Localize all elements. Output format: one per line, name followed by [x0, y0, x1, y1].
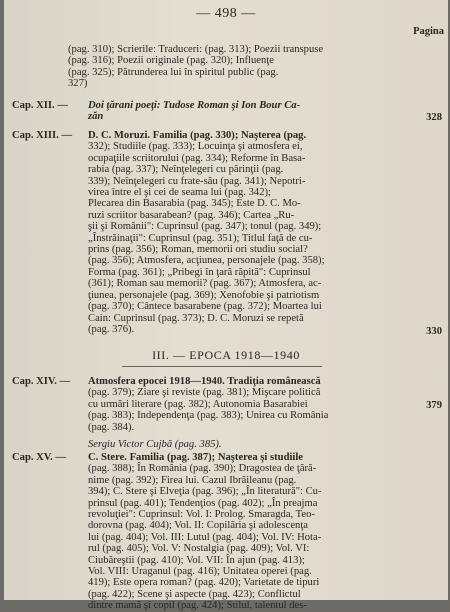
text-line: Vol. VIII: Uraganul (pag. 416); Unitatea operei (pag.	[88, 566, 312, 578]
text-line: „Înstrăinaţii": Cuprinsul (pag. 351); Titlul faţă de cu-	[88, 232, 313, 244]
text-line: dintre mamă şi copil (pag. 424); Stilul, talentul des-	[88, 600, 307, 612]
page-reference: 330	[426, 326, 442, 337]
text-line: rul (pag. 405); Vol. V: Nostalgia (pag. 409); Vol. VI:	[88, 543, 310, 555]
chapter-label: Cap. XIV. —	[12, 376, 71, 387]
text-line: Forma (pag. 361); „Pribegi în ţară răpită": Cuprinsul	[88, 266, 311, 278]
text-line: (361); Roman sau memorii? (pag. 367); Atmosfera, ac-	[88, 278, 322, 290]
chapter-label: Cap. XIII. —	[12, 130, 73, 141]
text-line: (pag. 383); Independenţa (pag. 383); Unirea cu România	[88, 410, 329, 422]
text-line: (pag. 379); Ziare şi reviste (pag. 381); Mişcare politică	[88, 387, 321, 399]
chapter-entry	[88, 376, 404, 450]
text-line: ruzi scriitor basarabean? (pag. 346); Cartea „Ru-	[88, 209, 295, 221]
chapter-entry	[88, 452, 404, 612]
text-line: (pag. 310); Scrierile: Traduceri: (pag. 313); Poezii transpuse	[68, 44, 324, 55]
text-line: 394); C. Stere şi Elveţia (pag. 396); „În literatură": Cu-	[88, 486, 322, 498]
text-line: (pag. 376).	[88, 323, 135, 335]
text-line: D. C. Moruzi. Familia (pag. 330); Naşterea (pag.	[88, 130, 307, 141]
text-line: dorovna (pag. 404); Vol. II: Copilăria şi adolescenţa	[88, 520, 308, 532]
text-line: 332); Studiile (pag. 333); Locuinţa şi atmosfera ei,	[88, 141, 303, 153]
text-line: Doi ţărani poeţi: Tudose Roman şi Ion Bour Ca-	[88, 100, 301, 111]
text-line: 327)	[68, 78, 88, 90]
text-line: (pag. 422); Scene şi aspecte (pag. 423); Conflictul	[88, 588, 301, 600]
continuation-entry	[68, 44, 422, 90]
chapter-label: Cap. XV. —	[12, 452, 66, 463]
text-line: lui (pag. 404); Vol. III: Lutul (pag. 404); Vol. IV: Hota-	[88, 531, 322, 543]
text-line: Plecarea din Basarabia (pag. 345); Este D. C. Mo-	[88, 198, 301, 210]
text-line: Ciubăreştii (pag. 410); Vol. VII: În ajun (pag. 413);	[88, 554, 305, 566]
section-divider	[122, 366, 322, 367]
chapter-label: Cap. XII. —	[12, 100, 68, 111]
text-line: (pag. 325); Pătrunderea lui în spiritul public (pag.	[68, 66, 279, 78]
column-header: Pagina	[413, 26, 444, 37]
text-line: Cain: Cuprinsul (pag. 373); D. C. Moruzi se repetă	[88, 312, 304, 324]
text-line: ţiunea, personajele (pag. 369); Xenofobie şi patriotism	[88, 289, 320, 301]
text-line: şii şi Românii": Cuprinsul (pag. 347); tonul (pag. 349);	[88, 221, 322, 233]
text-line: 419); Este opera roman? (pag. 420); Varietate de tipuri	[88, 577, 320, 589]
text-line: (pag. 356); Atmosfera, acţiunea, personajele (pag. 358);	[88, 255, 325, 267]
chapter-entry	[88, 130, 404, 335]
text-line: prinsul (pag. 401); Tendenţios (pag. 402); „În preajma	[88, 497, 318, 509]
text-line: (pag. 370); Cântece basarabene (pag. 372); Moartea lui	[88, 301, 322, 313]
text-line: (pag. 316); Poezii originale (pag. 320); Influenţe	[68, 55, 274, 67]
text-line: 339); Neînţelegeri cu frate-său (pag. 341); Nepotri-	[88, 175, 306, 187]
text-line: rabia (pag. 337); Neînţelegeri cu părinţii (pag.	[88, 164, 284, 176]
text-line: revoluţiei": Cuprinsul: Vol. I: Prolog. Smaragda, Teo-	[88, 509, 315, 521]
book-page	[4, 0, 448, 612]
text-line: nime (pag. 392); Firea lui. Cazul Ibrăileanu (pag.	[88, 474, 297, 486]
section-heading: III. — EPOCA 1918—1940	[152, 348, 300, 362]
text-line: Sergiu Victor Cujbă (pag. 385).	[88, 439, 222, 451]
text-line: Atmosfera epocei 1918—1940. Tradiţia românească	[88, 376, 321, 387]
page-reference: 328	[426, 112, 442, 123]
text-line: C. Stere. Familia (pag. 387); Naşterea şi studiile	[88, 452, 303, 463]
text-line: (pag. 384).	[88, 421, 135, 433]
chapter-entry	[88, 100, 404, 123]
text-line: prins (pag. 356); Roman, memorii ori studiu social?	[88, 244, 308, 256]
text-line: zăn	[88, 111, 104, 123]
text-line: cu urmări literare (pag. 382); Autonomia Basarabiei	[88, 398, 308, 410]
page-reference: 379	[426, 400, 442, 411]
text-line: ocupaţiile scriitorului (pag. 334); Reforme în Basa-	[88, 152, 306, 164]
page-number: — 498 —	[196, 6, 256, 21]
text-line: virea între el şi cei de seama lui (pag. 342);	[88, 187, 271, 199]
text-line: (pag. 388); În România (pag. 390); Dragostea de ţără-	[88, 463, 317, 475]
